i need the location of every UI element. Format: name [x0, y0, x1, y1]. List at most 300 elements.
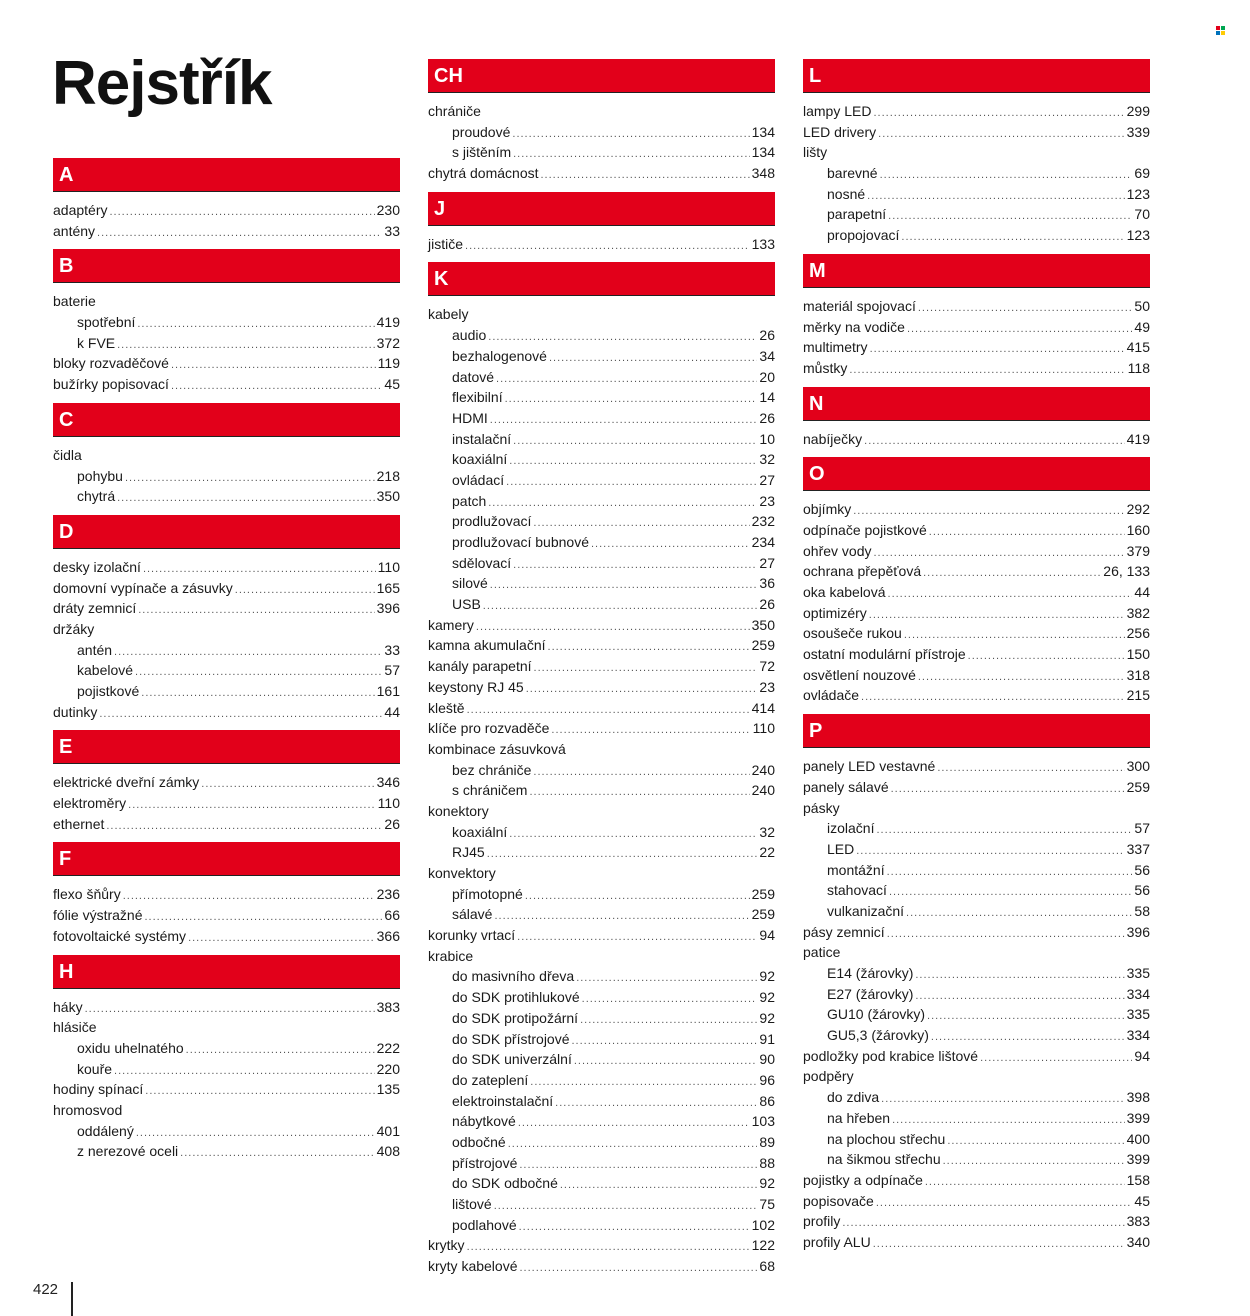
index-entry-list	[803, 101, 1150, 246]
entry-label: bezhalogenové	[452, 347, 547, 364]
entry-label: stahovací	[827, 882, 887, 899]
index-entry	[428, 1256, 775, 1277]
entry-label: odpínače pojistkové	[803, 521, 927, 538]
entry-page-number: 382	[1126, 604, 1150, 621]
index-subentry	[53, 1121, 400, 1142]
entry-label: ovládací	[452, 471, 505, 488]
entry-page-number: 33	[384, 222, 400, 239]
section-header: L	[803, 59, 1150, 93]
entry-label: čidla	[53, 446, 82, 463]
index-entry	[53, 1100, 400, 1121]
index-entry	[803, 1066, 1150, 1087]
index-entry	[803, 665, 1150, 686]
index-subentry	[428, 387, 775, 408]
index-entry	[803, 798, 1150, 819]
entry-page-number: 22	[759, 844, 775, 861]
entry-label: můstky	[803, 359, 848, 376]
entry-label: konvektory	[428, 865, 496, 881]
entry-label: do SDK protipožární	[452, 1009, 579, 1026]
entry-page-number: 419	[376, 314, 400, 331]
dot-leader	[483, 596, 758, 617]
index-entry	[428, 101, 775, 122]
dot-leader	[887, 862, 1133, 883]
entry-label: krabice	[428, 947, 474, 964]
dot-leader	[519, 1217, 750, 1238]
dot-leader	[927, 1006, 1125, 1027]
entry-label: držáky	[53, 620, 95, 637]
index-entry-list	[428, 234, 775, 255]
dot-leader	[513, 555, 757, 576]
entry-label: do SDK přístrojové	[452, 1030, 570, 1047]
dot-leader	[873, 1234, 1125, 1255]
entry-page-number: 348	[751, 165, 775, 182]
entry-label: ohřev vody	[803, 542, 872, 559]
index-subentry	[428, 367, 775, 388]
index-entry	[53, 884, 400, 905]
entry-page-number: 415	[1126, 339, 1150, 356]
entry-page-number: 350	[751, 616, 775, 633]
section-header: P	[803, 714, 1150, 748]
entry-label: domovní vypínače a zásuvky	[53, 579, 233, 596]
entry-label: jističe	[428, 235, 464, 252]
index-subentry	[803, 1129, 1150, 1150]
entry-label: oddálený	[77, 1122, 134, 1139]
index-subentry	[428, 142, 775, 163]
entry-page-number: 57	[384, 662, 400, 679]
entry-label: přístrojové	[452, 1154, 518, 1171]
entry-page-number: 339	[1126, 123, 1150, 140]
entry-label: krytky	[428, 1237, 465, 1254]
dot-leader	[144, 907, 382, 928]
dot-leader	[880, 165, 1133, 186]
entry-label: izolační	[827, 820, 875, 837]
dot-leader	[180, 1143, 374, 1164]
entry-page-number: 215	[1126, 687, 1150, 704]
dot-leader	[925, 1172, 1125, 1193]
dot-leader	[171, 355, 376, 376]
index-entry	[803, 942, 1150, 963]
entry-page-number: 396	[1126, 923, 1150, 940]
index-entry	[428, 615, 775, 636]
entry-label: osoušeče rukou	[803, 625, 902, 642]
dot-leader	[509, 824, 757, 845]
entry-page-number: 379	[1126, 542, 1150, 559]
entry-page-number: 340	[1126, 1233, 1150, 1250]
index-entry	[53, 578, 400, 599]
index-entry	[803, 1046, 1150, 1067]
index-subentry	[428, 511, 775, 532]
dot-leader	[494, 906, 749, 927]
index-entry-list	[53, 557, 400, 723]
index-subentry	[428, 1049, 775, 1070]
entry-page-number: 92	[759, 1175, 775, 1192]
entry-page-number: 240	[751, 782, 775, 799]
entry-label: barevné	[827, 165, 878, 182]
entry-page-number: 56	[1134, 882, 1150, 899]
index-entry	[428, 304, 775, 325]
dot-leader	[488, 493, 757, 514]
dot-leader	[572, 1031, 758, 1052]
dot-leader	[138, 600, 374, 621]
entry-label: k FVE	[77, 334, 116, 351]
entry-page-number: 399	[1126, 1151, 1150, 1168]
entry-label: lišty	[803, 144, 828, 161]
dot-leader	[519, 1258, 757, 1279]
dot-leader	[509, 451, 757, 472]
entry-page-number: 94	[1134, 1047, 1150, 1064]
entry-label: antény	[53, 222, 96, 239]
index-entry	[803, 541, 1150, 562]
index-entry	[803, 561, 1150, 582]
brand-mark-icon	[1216, 26, 1225, 35]
dot-leader	[580, 1010, 757, 1031]
dot-leader	[145, 1081, 374, 1102]
entry-page-number: 32	[759, 823, 775, 840]
entry-page-number: 58	[1134, 902, 1150, 919]
index-subentry	[428, 1111, 775, 1132]
index-entry-list	[428, 304, 775, 1276]
index-subentry	[428, 1029, 775, 1050]
section-header: D	[53, 515, 400, 549]
dot-leader	[533, 762, 749, 783]
index-entry	[803, 337, 1150, 358]
entry-label: silové	[452, 575, 488, 592]
entry-label: adaptéry	[53, 202, 108, 218]
entry-label: podložky pod krabice lištové	[803, 1047, 979, 1064]
index-entry	[53, 598, 400, 619]
dot-leader	[901, 227, 1124, 248]
entry-page-number: 419	[1126, 430, 1150, 447]
entry-page-number: 44	[1134, 584, 1150, 600]
index-subentry	[53, 1038, 400, 1059]
index-entry	[53, 445, 400, 466]
index-entry	[803, 122, 1150, 143]
entry-label: lištové	[452, 1196, 492, 1212]
entry-label: bloky rozvaděčové	[53, 355, 169, 372]
entry-label: bužírky popisovací	[53, 376, 169, 393]
entry-label: pásky	[803, 799, 840, 816]
entry-label: do masivního dřeva	[452, 968, 575, 985]
dot-leader	[869, 605, 1125, 626]
entry-page-number: 119	[377, 355, 400, 372]
dot-leader	[508, 1134, 758, 1155]
entry-label: parapetní	[827, 206, 887, 223]
dot-leader	[947, 1131, 1124, 1152]
entry-page-number: 94	[759, 927, 775, 944]
entry-label: kamna akumulační	[428, 637, 546, 654]
index-subentry	[803, 839, 1150, 860]
index-entry-list	[428, 101, 775, 184]
entry-label: klíče pro rozvaděče	[428, 720, 550, 737]
index-entry-list	[53, 997, 400, 1163]
page-title: Rejstřík	[52, 49, 272, 118]
index-subentry	[803, 1087, 1150, 1108]
entry-page-number: 72	[759, 658, 775, 675]
entry-label: profily	[803, 1213, 841, 1230]
entry-page-number: 90	[759, 1051, 775, 1068]
index-entry	[428, 1235, 775, 1256]
index-subentry	[803, 225, 1150, 246]
dot-leader	[99, 704, 382, 725]
index-entry	[53, 557, 400, 578]
index-entry	[428, 698, 775, 719]
index-subentry	[803, 1149, 1150, 1170]
entry-page-number: 259	[751, 637, 775, 654]
entry-page-number: 236	[376, 886, 400, 903]
section-header: M	[803, 254, 1150, 288]
dot-leader	[918, 298, 1133, 319]
dot-leader	[128, 795, 376, 816]
entry-page-number: 110	[377, 558, 400, 575]
index-subentry	[53, 1059, 400, 1080]
entry-page-number: 118	[1127, 359, 1150, 376]
entry-label: sálavé	[452, 906, 493, 923]
dot-leader	[582, 989, 758, 1010]
index-entry	[428, 718, 775, 739]
index-subentry	[803, 880, 1150, 901]
entry-page-number: 158	[1126, 1171, 1150, 1188]
dot-leader	[551, 720, 750, 741]
index-entry-list	[53, 200, 400, 241]
index-subentry	[803, 860, 1150, 881]
entry-page-number: 66	[384, 907, 400, 924]
dot-leader	[915, 965, 1124, 986]
dot-leader	[171, 376, 382, 397]
dot-leader	[465, 236, 750, 257]
dot-leader	[186, 1040, 375, 1061]
dot-leader	[892, 1110, 1125, 1131]
entry-page-number: 256	[1126, 625, 1150, 642]
index-subentry	[428, 429, 775, 450]
dot-leader	[541, 165, 750, 186]
entry-page-number: 103	[751, 1113, 775, 1130]
entry-page-number: 110	[752, 720, 775, 737]
index-entry	[803, 756, 1150, 777]
dot-leader	[526, 679, 758, 700]
dot-leader	[506, 472, 757, 493]
index-subentry	[428, 491, 775, 512]
index-entry	[803, 317, 1150, 338]
index-entry	[803, 296, 1150, 317]
entry-page-number: 92	[759, 968, 775, 985]
dot-leader	[856, 841, 1124, 862]
entry-label: ostatní modulární přístroje	[803, 646, 966, 663]
dot-leader	[525, 886, 750, 907]
dot-leader	[931, 1027, 1125, 1048]
index-entry	[53, 814, 400, 835]
index-subentry	[428, 573, 775, 594]
dot-leader	[123, 886, 375, 907]
entry-page-number: 26	[759, 409, 775, 426]
index-subentry	[803, 963, 1150, 984]
entry-page-number: 92	[759, 1009, 775, 1026]
entry-label: sdělovací	[452, 554, 512, 571]
entry-label: osvětlení nouzové	[803, 666, 916, 683]
entry-label: do SDK protihlukové	[452, 989, 580, 1006]
dot-leader	[907, 319, 1132, 340]
index-subentry	[428, 122, 775, 143]
entry-label: do zdiva	[827, 1089, 880, 1106]
dot-leader	[891, 779, 1125, 800]
page-number: 422	[33, 1281, 59, 1298]
section-header: C	[53, 403, 400, 437]
entry-label: baterie	[53, 293, 96, 310]
entry-label: fotovoltaické systémy	[53, 927, 187, 944]
dot-leader	[870, 339, 1125, 360]
dot-leader	[476, 617, 750, 638]
section-header: CH	[428, 59, 775, 93]
dot-leader	[853, 501, 1124, 522]
dot-leader	[923, 563, 1101, 584]
entry-label: oka kabelová	[803, 584, 886, 600]
entry-page-number: 45	[384, 376, 400, 393]
entry-page-number: 50	[1134, 297, 1150, 314]
dot-leader	[861, 687, 1125, 708]
entry-page-number: 23	[759, 492, 775, 509]
entry-label: panely sálavé	[803, 778, 889, 795]
dot-leader	[201, 774, 374, 795]
entry-label: dutinky	[53, 703, 98, 720]
entry-page-number: 335	[1126, 965, 1150, 981]
dot-leader	[878, 124, 1125, 145]
index-subentry	[53, 681, 400, 702]
entry-label: ochrana přepěťová	[803, 563, 922, 580]
entry-page-number: 34	[759, 347, 775, 364]
entry-label: prodlužovací bubnové	[452, 534, 589, 550]
dot-leader	[968, 646, 1125, 667]
entry-label: pohybu	[77, 467, 123, 484]
entry-label: na hřeben	[827, 1109, 891, 1126]
entry-page-number: 350	[376, 488, 400, 505]
section-header: E	[53, 730, 400, 764]
index-subentry	[428, 1215, 775, 1236]
entry-page-number: 218	[376, 467, 400, 484]
index-entry	[53, 997, 400, 1018]
dot-leader	[915, 986, 1124, 1007]
dot-leader	[906, 903, 1132, 924]
dot-leader	[136, 1123, 375, 1144]
dot-leader	[505, 389, 758, 410]
dot-leader	[591, 534, 750, 555]
entry-label: přímotopné	[452, 885, 523, 902]
entry-page-number: 45	[1134, 1192, 1150, 1209]
index-column-3	[803, 59, 1150, 1261]
index-subentry	[428, 346, 775, 367]
entry-label: spotřební	[77, 314, 136, 331]
entry-label: LED drivery	[803, 123, 877, 140]
entry-label: montážní	[827, 861, 885, 878]
dot-leader	[117, 488, 375, 509]
entry-page-number: 398	[1126, 1089, 1150, 1106]
entry-label: kleště	[428, 699, 465, 716]
entry-label: chytrá	[77, 488, 116, 505]
index-entry	[53, 1079, 400, 1100]
dot-leader	[143, 559, 376, 580]
entry-label: do SDK odbočné	[452, 1175, 558, 1192]
section-header: K	[428, 262, 775, 296]
dot-leader	[494, 1196, 758, 1217]
index-subentry	[803, 984, 1150, 1005]
page-number-divider	[71, 1282, 73, 1316]
entry-page-number: 102	[751, 1216, 775, 1233]
entry-page-number: 122	[751, 1237, 775, 1254]
entry-label: s chráničem	[452, 782, 528, 799]
entry-label: oxidu uhelnatého	[77, 1039, 184, 1056]
entry-label: multimetry	[803, 339, 868, 356]
index-entry	[428, 234, 775, 255]
dot-leader	[873, 543, 1124, 564]
index-entry	[53, 619, 400, 640]
index-subentry	[428, 842, 775, 863]
dot-leader	[904, 625, 1125, 646]
dot-leader	[496, 369, 757, 390]
index-subentry	[803, 204, 1150, 225]
index-subentry	[53, 486, 400, 507]
entry-label: desky izolační	[53, 558, 141, 575]
dot-leader	[881, 1089, 1124, 1110]
entry-label: kabelové	[77, 662, 134, 679]
entry-label: z nerezové oceli	[77, 1143, 179, 1160]
section-header: H	[53, 955, 400, 989]
index-subentry	[428, 1153, 775, 1174]
index-entry	[803, 1211, 1150, 1232]
dot-leader	[85, 999, 375, 1020]
index-subentry	[428, 1070, 775, 1091]
dot-leader	[518, 1113, 750, 1134]
dot-leader	[530, 1072, 757, 1093]
entry-page-number: 401	[376, 1122, 400, 1139]
dot-leader	[135, 662, 382, 683]
entry-page-number: 234	[751, 534, 775, 550]
entry-label: ethernet	[53, 815, 105, 832]
index-subentry	[428, 470, 775, 491]
dot-leader	[114, 642, 382, 663]
index-entry	[428, 946, 775, 967]
index-entry	[803, 623, 1150, 644]
dot-leader	[490, 575, 758, 596]
index-entry	[53, 200, 400, 221]
entry-page-number: 161	[376, 683, 400, 699]
dot-leader	[560, 1175, 758, 1196]
index-entry	[803, 142, 1150, 163]
index-subentry	[803, 163, 1150, 184]
entry-label: RJ45	[452, 844, 485, 861]
index-subentry	[428, 904, 775, 925]
index-entry	[803, 1170, 1150, 1191]
entry-page-number: 27	[759, 554, 775, 571]
entry-page-number: 346	[376, 774, 400, 791]
entry-page-number: 414	[751, 699, 775, 716]
index-subentry	[428, 966, 775, 987]
dot-leader	[467, 1237, 750, 1258]
entry-label: na šikmou střechu	[827, 1151, 941, 1168]
index-entry	[428, 739, 775, 760]
index-entry-list	[803, 499, 1150, 706]
entry-label: popisovače	[803, 1192, 874, 1209]
dot-leader	[117, 335, 375, 356]
entry-label: profily ALU	[803, 1233, 871, 1250]
index-subentry	[428, 408, 775, 429]
dot-leader	[137, 314, 374, 335]
index-entry	[803, 603, 1150, 624]
entry-page-number: 92	[759, 989, 775, 1006]
entry-page-number: 334	[1126, 1027, 1150, 1044]
entry-label: materiál spojovací	[803, 297, 916, 314]
entry-label: patch	[452, 492, 487, 509]
dot-leader	[114, 1061, 375, 1082]
index-entry	[803, 685, 1150, 706]
dot-leader	[467, 700, 750, 721]
